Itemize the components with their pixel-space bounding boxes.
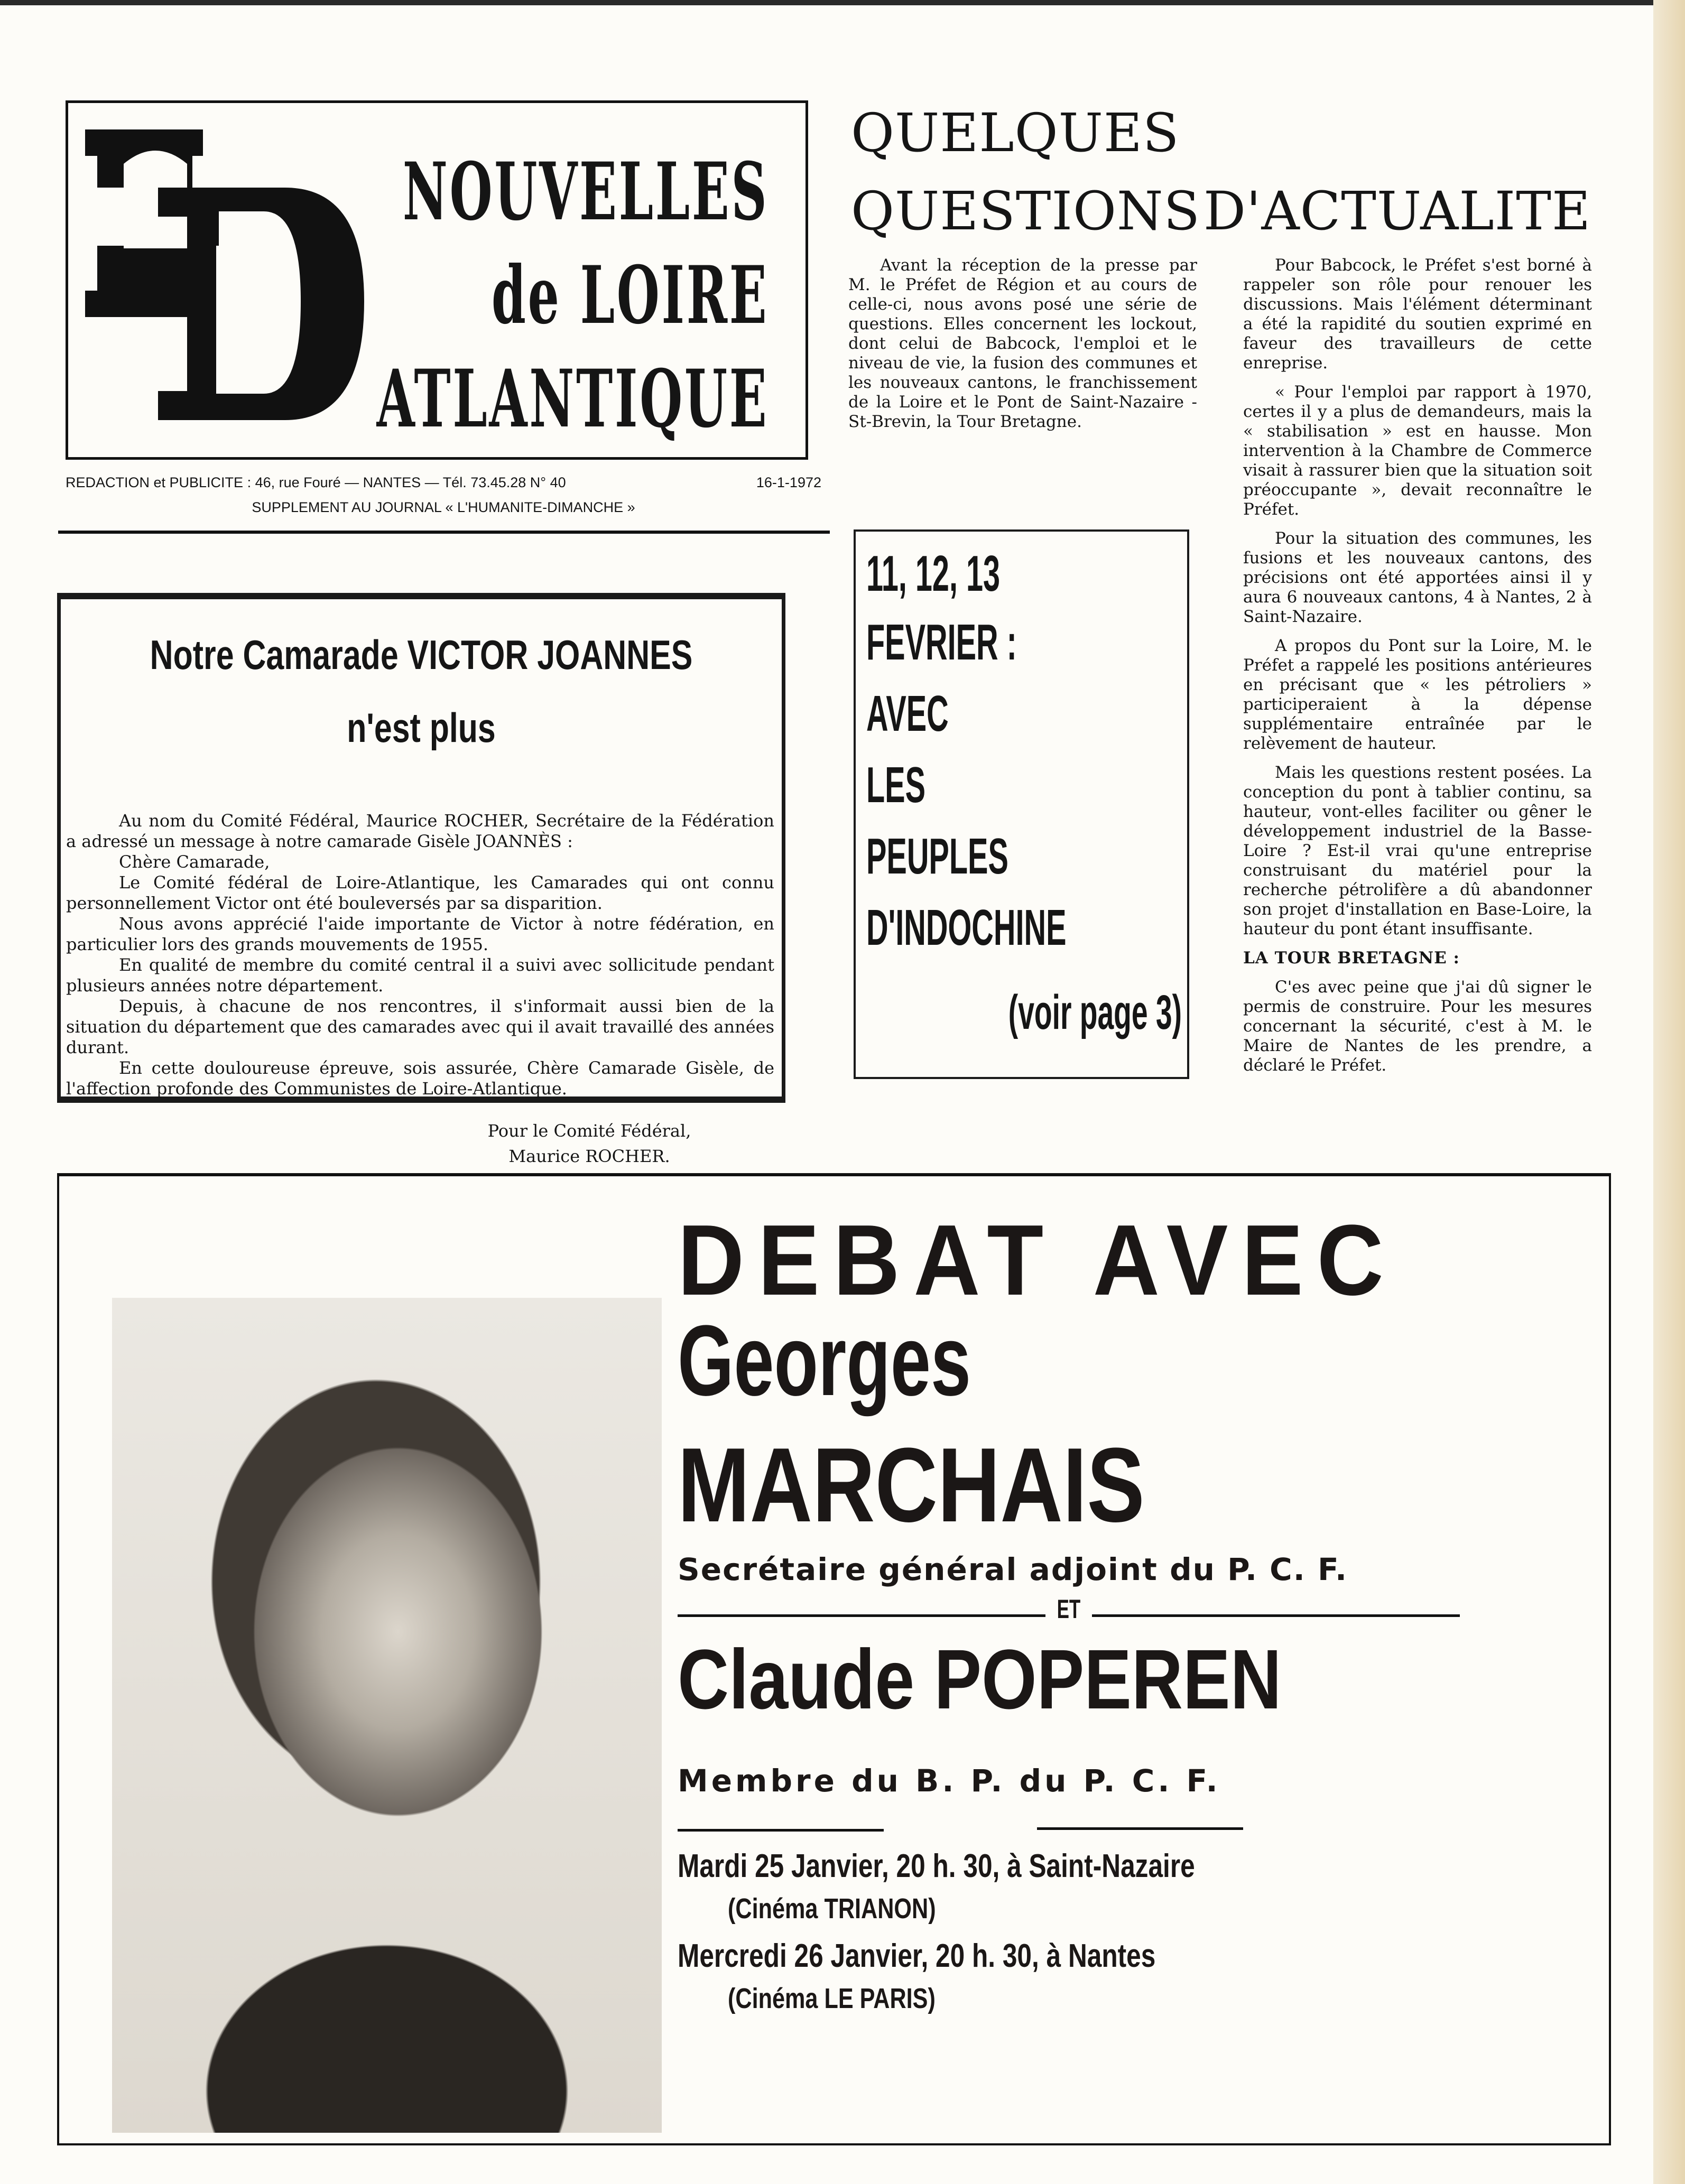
indochine-box — [854, 529, 1189, 1079]
questions-column-1 — [848, 256, 1197, 441]
speaker1-last-name: MARCHAIS — [678, 1426, 1145, 1544]
paragraph: Mais les questions restent posées. La conception du pont à tablier continu, sa hauteur, vont-elles faciliter ou gêner le développement industriel de la Basse-Loire ? Est-il vrai qu'une entreprise construisant du matériel pour la recherche pétrolifère a dû abandonner son projet d'installation en Base-Loire, la hauteur du pont étant insuffisante. — [1243, 763, 1592, 938]
indochine-line: 11, 12, 13 — [866, 545, 1001, 602]
masthead-title — [376, 140, 769, 451]
issue-date: 16-1-1972 — [756, 475, 821, 490]
indochine-line: AVEC — [866, 685, 949, 742]
indochine-line: FEVRIER : — [866, 614, 1017, 671]
paragraph: Au nom du Comité Fédéral, Maurice ROCHER, Secrétaire de la Fédération a adressé un message à notre camarade Gisèle JOANNÈS : — [66, 811, 774, 851]
debate-advertisement — [57, 1173, 1611, 2145]
paragraph: Chère Camarade, — [119, 852, 270, 872]
conjunction: ET — [1057, 1594, 1081, 1624]
paragraph: A propos du Pont sur la Loire, M. le Préfet a rappelé les positions antérieures en précisant que « les pétroliers » participeraient à la dépense supplémentaire entraînée par le relèvement de hauteur. — [1243, 636, 1592, 753]
debate-headline: DEBAT AVEC — [678, 1204, 1397, 1316]
paragraph: « Pour l'emploi par rapport à 1970, certes il y a plus de demandeurs, mais la « stabilisation » est en hausse. Mon intervention à la Chambre de Commerce visait à rassurer bien que la situation soit préoccupante », devait reconnaître le Préfet. — [1243, 383, 1592, 519]
title-line-1: NOUVELLES — [402, 145, 769, 238]
signature-line-2: Maurice ROCHER. — [508, 1146, 670, 1166]
paragraph: Depuis, à chacune de nos rencontres, il s'informait aussi bien de la situation du département que des camarades avec qui il avait travaillé des années durant. — [66, 996, 774, 1057]
paragraph: Pour la situation des communes, les fusions et les nouveaux cantons, des précisions ont été apportées ainsi il y aura 6 nouveaux cantons, 4 à Nantes, 2 à Saint-Nazaire. — [1243, 529, 1592, 626]
event-venue-2: (Cinéma LE PARIS) — [728, 1983, 936, 2014]
credits — [66, 475, 821, 516]
questions-headline — [851, 94, 1591, 250]
obituary-box — [57, 593, 785, 1166]
event-date-1: Mardi 25 Janvier, 20 h. 30, à Saint-Nazaire — [678, 1848, 1195, 1884]
portrait-photo — [112, 1298, 662, 2133]
headline-line-2a: QUESTIONS — [851, 180, 1200, 242]
speaker1-first-name: Georges — [678, 1305, 971, 1417]
title-line-3: ATLANTIQUE — [376, 352, 769, 445]
paragraph: Nous avons apprécié l'aide importante de Victor à notre fédération, en particulier lors des grands mouvements de 1955. — [66, 914, 774, 954]
speaker2-name: Claude POPEREN — [678, 1632, 1282, 1726]
masthead — [66, 100, 808, 460]
paragraph: Pour Babcock, le Préfet s'est borné à rappeler son rôle pour renouer les discussions. Mais l'élément déterminant a été la rapidité du soutien exprimé en faveur des travailleurs de cette enreprise. — [1243, 256, 1592, 373]
supplement-note: SUPPLEMENT AU JOURNAL « L'HUMANITE-DIMANCHE » — [252, 499, 635, 515]
paragraph: C'es avec peine que j'ai dû signer le permis de construire. Pour les mesures concernant la sécurité, c'est à M. le Maire de Nantes de les prendre, a déclaré le Préfet. — [1243, 978, 1592, 1075]
indochine-line: LES — [866, 757, 926, 813]
event-date-2: Mercredi 26 Janvier, 20 h. 30, à Nantes — [678, 1938, 1156, 1974]
paragraph: Avant la réception de la presse par M. le Préfet de Région et au cours de celle-ci, nous avons posé une série de questions. Elles concernent les lockout, dont celui de Babcock, l'emploi et le niveau de vie, la fusion des communes et les nouveaux cantons, le franchissement de la Loire et le Pont de Saint-Nazaire - St-Brevin, la Tour Bretagne. — [848, 256, 1197, 431]
obituary-title — [140, 628, 702, 754]
obituary-body — [66, 811, 774, 1169]
title-line-2: de LOIRE — [491, 249, 769, 342]
indochine-line: D'INDOCHINE — [866, 899, 1067, 956]
divider — [1092, 1614, 1460, 1617]
editorial-address: REDACTION et PUBLICITE : 46, rue Fouré — NANTES — Tél. 73.45.28 N° 40 — [66, 475, 566, 490]
divider — [678, 1614, 1045, 1617]
scan-top-edge — [0, 0, 1685, 5]
signature — [404, 1118, 774, 1169]
divider — [678, 1829, 884, 1832]
conjunction-row — [678, 1594, 1460, 1624]
paragraph: En cette douloureuse épreuve, sois assurée, Chère Camarade Gisèle, de l'affection profonde des Communistes de Loire-Atlantique. — [66, 1058, 774, 1099]
signature-line-1: Pour le Comité Fédéral, — [487, 1121, 691, 1141]
divider — [1037, 1827, 1243, 1830]
questions-column-2 — [1243, 256, 1592, 1085]
page-reference: (voir page 3) — [1008, 986, 1182, 1039]
indochine-line: PEUPLES — [866, 828, 1008, 885]
paper-edge — [1653, 0, 1685, 2184]
paragraph: En qualité de membre du comité central il a suivi avec sollicitude pendant plusieurs années notre département. — [66, 955, 774, 996]
event-venue-1: (Cinéma TRIANON) — [728, 1893, 936, 1925]
paragraph: Le Comité fédéral de Loire-Atlantique, les Camarades qui ont connu personnellement Victor ont été bouleversés par sa disparition. — [66, 872, 774, 913]
subheading: LA TOUR BRETAGNE : — [1243, 949, 1460, 968]
hd-logo-icon — [79, 127, 391, 423]
speaker2-role: Membre du B. P. du P. C. F. — [678, 1763, 1221, 1799]
obituary-title-line-2: n'est plus — [347, 704, 496, 751]
headline-line-2b: D'ACTUALITE — [1203, 180, 1591, 242]
divider — [58, 531, 830, 534]
headline-line-1: QUELQUES — [851, 102, 1180, 164]
obituary-title-line-1: Notre Camarade VICTOR JOANNES — [150, 631, 693, 678]
speaker1-role: Secrétaire général adjoint du P. C. F. — [678, 1551, 1348, 1587]
